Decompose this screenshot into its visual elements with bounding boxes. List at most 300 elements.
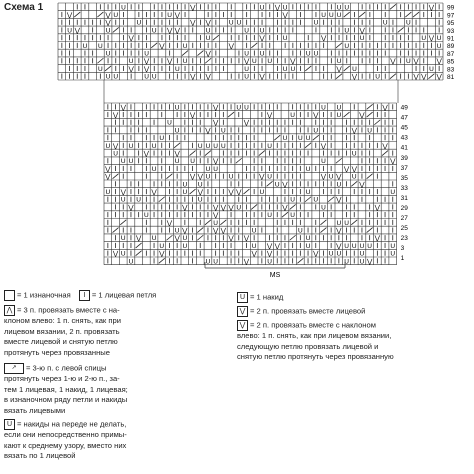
yo-stitch: U	[336, 58, 342, 66]
yo-stitch: U	[282, 35, 288, 43]
dec-stitch: ⋁	[359, 27, 365, 35]
dec-stitch: ⋁	[282, 204, 288, 212]
dec-stitch: ⋁	[128, 35, 134, 43]
yo-stitch: U	[205, 165, 211, 173]
cable-stitch	[290, 235, 296, 240]
row-number: 85	[447, 58, 455, 66]
yo-stitch: U	[344, 258, 349, 266]
dec-stitch: ⋁	[166, 219, 173, 227]
dec-stitch: ⋁	[282, 11, 288, 19]
yo-stitch: U	[321, 204, 326, 212]
cable-stitch	[166, 235, 172, 240]
cable-stitch	[251, 204, 257, 209]
yo-stitch: U	[205, 142, 211, 150]
cable-stitch	[336, 158, 342, 163]
cable-stitch	[174, 143, 180, 148]
yo-stitch: U	[228, 19, 234, 27]
yo-stitch: U	[251, 58, 257, 66]
yo-stitch: U	[220, 127, 226, 135]
yo-stitch: U	[313, 50, 319, 58]
cable-stitch	[367, 174, 373, 179]
cable-stitch	[305, 197, 311, 202]
dec-stitch: ⋁	[105, 11, 111, 19]
dec-stitch: ⋁	[166, 58, 173, 66]
dec-stitch: ⋁	[174, 27, 181, 35]
yo-stitch: U	[205, 258, 211, 266]
dec-stitch: ⋁	[336, 65, 342, 73]
cable-stitch	[136, 243, 142, 248]
yo-stitch: U	[305, 50, 311, 58]
cable-stitch	[367, 104, 373, 109]
yo-stitch: U	[359, 35, 365, 43]
cable-stitch	[243, 189, 249, 194]
cable-stitch	[390, 74, 396, 79]
yo-stitch: U	[305, 188, 311, 196]
dec-stitch: ⋁	[413, 73, 419, 81]
cable-stitch	[344, 12, 350, 17]
row-number: 41	[400, 144, 408, 152]
yo-stitch: U	[182, 188, 188, 196]
dec-stitch: ⋁	[390, 58, 396, 66]
yo-stitch: U	[429, 65, 434, 73]
dec-stitch: ⋁	[205, 73, 211, 81]
dec-stitch: ⋁	[66, 11, 73, 19]
yo-stitch: U	[105, 27, 111, 35]
dec-stitch: ⋁	[212, 104, 219, 112]
dec-stitch: ⋁	[243, 119, 250, 127]
yo-stitch: U	[259, 188, 265, 196]
dec-stitch: ⋁	[290, 58, 296, 66]
yo-stitch: U	[113, 11, 119, 19]
yo-stitch: U	[105, 188, 111, 196]
dec-stitch: ⋁	[313, 111, 319, 119]
cable-stitch	[97, 58, 103, 63]
cable-stitch	[313, 135, 319, 140]
yo-stitch: U	[251, 242, 257, 250]
yo-stitch: U	[213, 258, 219, 266]
yo-stitch: U	[305, 242, 311, 250]
dec-stitch: ⋁	[151, 188, 157, 196]
yo-stitch: U	[344, 42, 350, 50]
row-number: 33	[400, 184, 408, 192]
cable-stitch	[344, 66, 350, 71]
yo-stitch: U	[336, 104, 342, 112]
dec-stitch: ⋁	[390, 158, 396, 166]
yo-stitch: U	[128, 58, 134, 66]
cable-stitch	[305, 143, 311, 148]
dec-stitch: ⋁	[266, 250, 273, 258]
cable-stitch	[305, 66, 311, 71]
dec-stitch: ⋁	[366, 258, 373, 266]
cable-stitch	[190, 189, 196, 194]
row-number: 25	[400, 224, 408, 232]
cable-stitch	[97, 12, 103, 17]
dec-stitch: ⋁	[359, 111, 365, 119]
dec-stitch: ⋁	[190, 73, 196, 81]
yo-stitch: U	[336, 11, 342, 19]
dec-stitch: ⋁	[343, 165, 350, 173]
cable-stitch	[120, 220, 126, 225]
yo-stitch: U	[267, 173, 272, 181]
cable-stitch	[374, 120, 380, 125]
dec-stitch: ⋁	[413, 58, 419, 66]
yo-stitch: U	[120, 196, 126, 204]
yo-stitch: U	[244, 104, 249, 112]
dec-stitch: ⋁	[228, 42, 234, 50]
cable-stitch	[274, 135, 280, 140]
cable-stitch	[159, 197, 165, 202]
cable-stitch	[267, 181, 273, 186]
yo-stitch: U	[328, 173, 334, 181]
yo-stitch: U	[151, 73, 157, 81]
legend-cross: ↗ = 3-ю п. с левой спицы протянуть через 1-ю и 2-ю п., за- тем 1 лицевая, 1 накид, 1 лицевая; в изнаночном ряду петли и накиды вязать лицевыми	[4, 363, 128, 415]
dec2-left-symbol-icon: ⋁	[237, 320, 248, 331]
yo-stitch: U	[144, 73, 149, 81]
cable-stitch	[328, 197, 334, 202]
dec-stitch: ⋁	[212, 227, 219, 235]
dec-stitch: ⋁	[205, 50, 211, 58]
yo-stitch: U	[121, 4, 126, 12]
yo-stitch: U	[67, 27, 72, 35]
yo-stitch: U	[143, 212, 149, 220]
yo-stitch: U	[82, 42, 88, 50]
dec-stitch: ⋁	[359, 181, 365, 189]
yo-stitch: U	[228, 173, 234, 181]
yo-stitch: U	[244, 65, 250, 73]
dec-stitch: ⋁	[336, 242, 342, 250]
dec-stitch: ⋁	[212, 212, 219, 220]
yo-stitch: U	[236, 204, 242, 212]
cable-stitch	[336, 74, 342, 79]
dec-stitch: ⋁	[220, 227, 227, 235]
legend-yo: U = 1 накид	[237, 292, 283, 303]
yo-stitch: U	[174, 158, 180, 166]
yo-stitch: U	[344, 27, 350, 35]
yo-stitch: U	[174, 127, 180, 135]
yo-stitch: U	[367, 127, 373, 135]
dec-stitch: ⋁	[282, 181, 288, 189]
cable-stitch	[390, 4, 396, 9]
dec-stitch: ⋁	[251, 250, 257, 258]
dec-stitch: ⋁	[336, 196, 342, 204]
yo-stitch: U	[205, 35, 211, 43]
dec-stitch: ⋁	[143, 150, 150, 158]
dec-stitch: ⋁	[374, 204, 381, 212]
yo-stitch: U	[205, 173, 211, 181]
dec-stitch: ⋁	[190, 4, 196, 12]
dec-stitch: ⋁	[159, 250, 165, 258]
dec-stitch: ⋁	[143, 65, 150, 73]
dec-stitch: ⋁	[112, 250, 119, 258]
yo-stitch: U	[290, 111, 296, 119]
purl-symbol-icon	[4, 290, 15, 301]
dec-stitch: ⋁	[182, 204, 188, 212]
yo-stitch: U	[151, 235, 157, 243]
chart-title: Схема 1	[4, 2, 44, 13]
yo-stitch: U	[321, 104, 326, 112]
yo-stitch: U	[297, 135, 303, 143]
yo-stitch: U	[336, 219, 342, 227]
dec-stitch: ⋁	[212, 119, 219, 127]
cable-stitch	[105, 66, 111, 71]
chart-top-block	[58, 3, 443, 81]
dec-stitch: ⋁	[128, 65, 134, 73]
dec-stitch: ⋁	[436, 58, 442, 66]
cable-stitch	[351, 181, 357, 186]
row-number: 1	[400, 254, 405, 262]
chart-bottom-block	[104, 103, 397, 265]
dec-stitch: ⋁	[112, 142, 119, 150]
yo-stitch: U	[128, 258, 134, 266]
yo-stitch: U	[113, 150, 118, 158]
dec-stitch: ⋁	[428, 35, 435, 43]
dec2-symbol-icon: ⋁	[237, 306, 248, 317]
dec-stitch: ⋁	[351, 73, 358, 81]
dec-stitch: ⋁	[320, 142, 327, 150]
yo-stitch: U	[97, 42, 103, 50]
chart-shoulder-lines	[104, 80, 398, 103]
yo-stitch: U	[282, 65, 288, 73]
yo-stitch: U	[259, 27, 265, 35]
dec-stitch: ⋁	[212, 158, 219, 166]
no-yo-symbol-icon: U	[4, 419, 15, 430]
yo-stitch: U	[236, 19, 242, 27]
dec-stitch: ⋁	[313, 250, 319, 258]
yo-stitch: U	[213, 142, 219, 150]
dec-stitch: ⋁	[197, 188, 203, 196]
cable-stitch	[220, 220, 226, 225]
dec-stitch: ⋁	[159, 42, 165, 50]
yo-stitch: U	[305, 235, 311, 243]
dec-stitch: ⋁	[189, 111, 196, 119]
yo-stitch: U	[367, 242, 373, 250]
yo-stitch: U	[151, 165, 157, 173]
dec-stitch: ⋁	[428, 4, 435, 12]
dec-stitch: ⋁	[143, 58, 150, 66]
yo-stitch: U	[182, 242, 188, 250]
legend-purl: = 1 изнаночная I = 1 лицевая петля	[4, 290, 156, 301]
cable-stitch	[190, 151, 196, 156]
row-number: 95	[447, 20, 455, 28]
row-number: 47	[400, 114, 408, 122]
dec-stitch: ⋁	[351, 165, 357, 173]
cable-stitch	[74, 12, 80, 17]
dec-stitch: ⋁	[190, 19, 196, 27]
cable-stitch	[344, 112, 350, 117]
yo-stitch: U	[344, 219, 349, 227]
yo-stitch: U	[120, 158, 126, 166]
cable-stitch	[359, 12, 365, 17]
row-number: 93	[447, 27, 455, 35]
cable-stitch	[290, 204, 296, 209]
yo-stitch: U	[305, 135, 311, 143]
dec-stitch: ⋁	[274, 242, 280, 250]
cross-stitch-symbol-icon: ↗	[4, 363, 24, 374]
yo-stitch: U	[313, 196, 319, 204]
yo-stitch: U	[174, 104, 180, 112]
yo-stitch: U	[313, 19, 319, 27]
legend-dec2: ⋁ = 2 п. провязать вместе лицевой	[237, 306, 365, 317]
yo-stitch: U	[159, 135, 165, 143]
cable-stitch	[367, 112, 373, 117]
row-number: 31	[400, 194, 408, 202]
dec-stitch: ⋁	[243, 58, 250, 66]
yo-stitch: U	[205, 27, 211, 35]
row-number: 89	[447, 43, 455, 51]
cable-stitch	[320, 220, 326, 225]
yo-stitch: U	[282, 4, 288, 12]
yo-stitch: U	[236, 104, 242, 112]
cable-stitch	[228, 112, 234, 117]
dec-stitch: ⋁	[421, 73, 427, 81]
yo-stitch: U	[290, 196, 296, 204]
yo-stitch: U	[151, 142, 157, 150]
yo-stitch: U	[167, 11, 173, 19]
yo-stitch: U	[197, 181, 203, 189]
yo-stitch: U	[297, 227, 303, 235]
yo-stitch: U	[436, 35, 442, 43]
dec-stitch: ⋁	[120, 104, 126, 112]
yo-stitch: U	[336, 250, 342, 258]
yo-stitch: U	[351, 242, 357, 250]
yo-stitch: U	[313, 127, 319, 135]
dec-stitch: ⋁	[336, 173, 342, 181]
yo-stitch: U	[213, 219, 219, 227]
yo-stitch: U	[105, 73, 111, 81]
cable-stitch	[197, 235, 203, 240]
yo-stitch: U	[128, 158, 134, 166]
yo-stitch: U	[136, 19, 142, 27]
cable-stitch	[182, 51, 188, 56]
dec-stitch: ⋁	[174, 11, 181, 19]
yo-stitch: U	[190, 158, 195, 166]
dec-stitch: ⋁	[228, 235, 234, 243]
yo-stitch: U	[213, 165, 219, 173]
yo-stitch: U	[267, 212, 272, 220]
row-number: 29	[400, 204, 408, 212]
yo-stitch: U	[159, 242, 165, 250]
dec-stitch: ⋁	[197, 173, 203, 181]
yo-stitch: U	[97, 65, 103, 73]
cable-stitch	[428, 74, 434, 79]
cable-stitch	[259, 151, 265, 156]
yo-stitch: U	[336, 4, 342, 12]
yo-stitch: U	[321, 158, 326, 166]
yo-stitch: U	[105, 50, 111, 58]
cable-stitch	[336, 43, 342, 48]
cable-stitch	[136, 251, 142, 256]
cable-stitch	[113, 27, 119, 32]
yo-stitch: U	[305, 165, 311, 173]
dec-stitch: ⋁	[182, 227, 188, 235]
dec-stitch: ⋁	[105, 165, 111, 173]
yo-stitch: U	[405, 19, 411, 27]
yo-stitch: U	[197, 142, 203, 150]
ms-label: MS	[269, 272, 281, 279]
row-number: 87	[447, 50, 455, 58]
cable-stitch	[197, 228, 203, 233]
yo-stitch: U	[151, 27, 157, 35]
dec-stitch: ⋁	[205, 127, 211, 135]
dec-stitch: ⋁	[266, 111, 273, 119]
yo-stitch: U	[174, 65, 180, 73]
yo-stitch: U	[290, 212, 296, 220]
cable-stitch	[213, 35, 219, 40]
yo-stitch: U	[182, 181, 188, 189]
cable-stitch	[413, 12, 419, 17]
dec-stitch: ⋁	[259, 73, 265, 81]
row-number: 91	[447, 35, 455, 43]
yo-stitch: U	[321, 11, 327, 19]
yo-stitch: U	[174, 227, 180, 235]
yo-stitch: U	[282, 135, 288, 143]
dec-stitch: ⋁	[382, 142, 388, 150]
dec-stitch: ⋁	[259, 35, 265, 43]
cable-stitch	[236, 158, 242, 163]
row-number: 97	[447, 12, 455, 20]
yo-stitch: U	[113, 73, 119, 81]
dec-stitch: ⋁	[74, 27, 80, 35]
yo-stitch: U	[120, 235, 126, 243]
cable-stitch	[282, 212, 288, 217]
dec-stitch: ⋁	[320, 173, 327, 181]
dec-stitch: ⋁	[120, 188, 126, 196]
legend-dec2-left: ⋁ = 2 п. провязать вместе с наклоном влево: 1 п. снять, как при лицевом вязании, следующую петлю провязать лицевой и снятую петлю протянуть через провязанную	[237, 320, 394, 362]
yo-stitch: U	[351, 173, 357, 181]
cable-stitch	[297, 258, 303, 263]
row-number: 83	[447, 66, 455, 74]
cable-stitch	[113, 228, 119, 233]
yo-stitch: U	[382, 19, 388, 27]
dec-stitch: ⋁	[351, 127, 357, 135]
cable-stitch	[197, 51, 203, 56]
dec-stitch: ⋁	[336, 227, 342, 235]
yo-stitch: U	[359, 250, 365, 258]
dec-stitch: ⋁	[236, 188, 242, 196]
yo-stitch: U	[182, 58, 188, 66]
row-number: 37	[400, 164, 408, 172]
yo-symbol-icon: U	[237, 292, 248, 303]
legend-no-yo: U = накиды на переде не делать, если они непосредственно примы- кают к среднему узору, вместо них вязать по 1 лицевой	[4, 419, 127, 461]
cable-stitch	[367, 228, 373, 233]
yo-stitch: U	[128, 142, 134, 150]
knit-symbol-icon: I	[79, 290, 90, 301]
yo-stitch: U	[197, 196, 203, 204]
dec-stitch: ⋁	[105, 173, 111, 181]
row-number: 35	[400, 174, 408, 182]
yo-stitch: U	[267, 142, 272, 150]
cable-stitch	[205, 220, 211, 225]
dec-stitch: ⋁	[135, 235, 142, 243]
row-number: 43	[400, 134, 408, 142]
dec-stitch: ⋁	[212, 204, 219, 212]
dec-stitch: ⋁	[243, 235, 250, 243]
yo-stitch: U	[359, 242, 365, 250]
yo-stitch: U	[328, 11, 334, 19]
yo-stitch: U	[182, 42, 188, 50]
row-number: 81	[447, 74, 455, 81]
cable-stitch	[320, 228, 326, 233]
row-number: 99	[447, 4, 455, 12]
yo-stitch: U	[436, 42, 442, 50]
cable-stitch	[398, 27, 404, 32]
dec-stitch: ⋁	[228, 204, 234, 212]
yo-stitch: U	[244, 73, 250, 81]
cable-stitch	[205, 151, 211, 156]
dec3-symbol-icon: ⋀	[4, 305, 15, 316]
dec-stitch: ⋁	[128, 204, 134, 212]
yo-stitch: U	[344, 4, 350, 12]
